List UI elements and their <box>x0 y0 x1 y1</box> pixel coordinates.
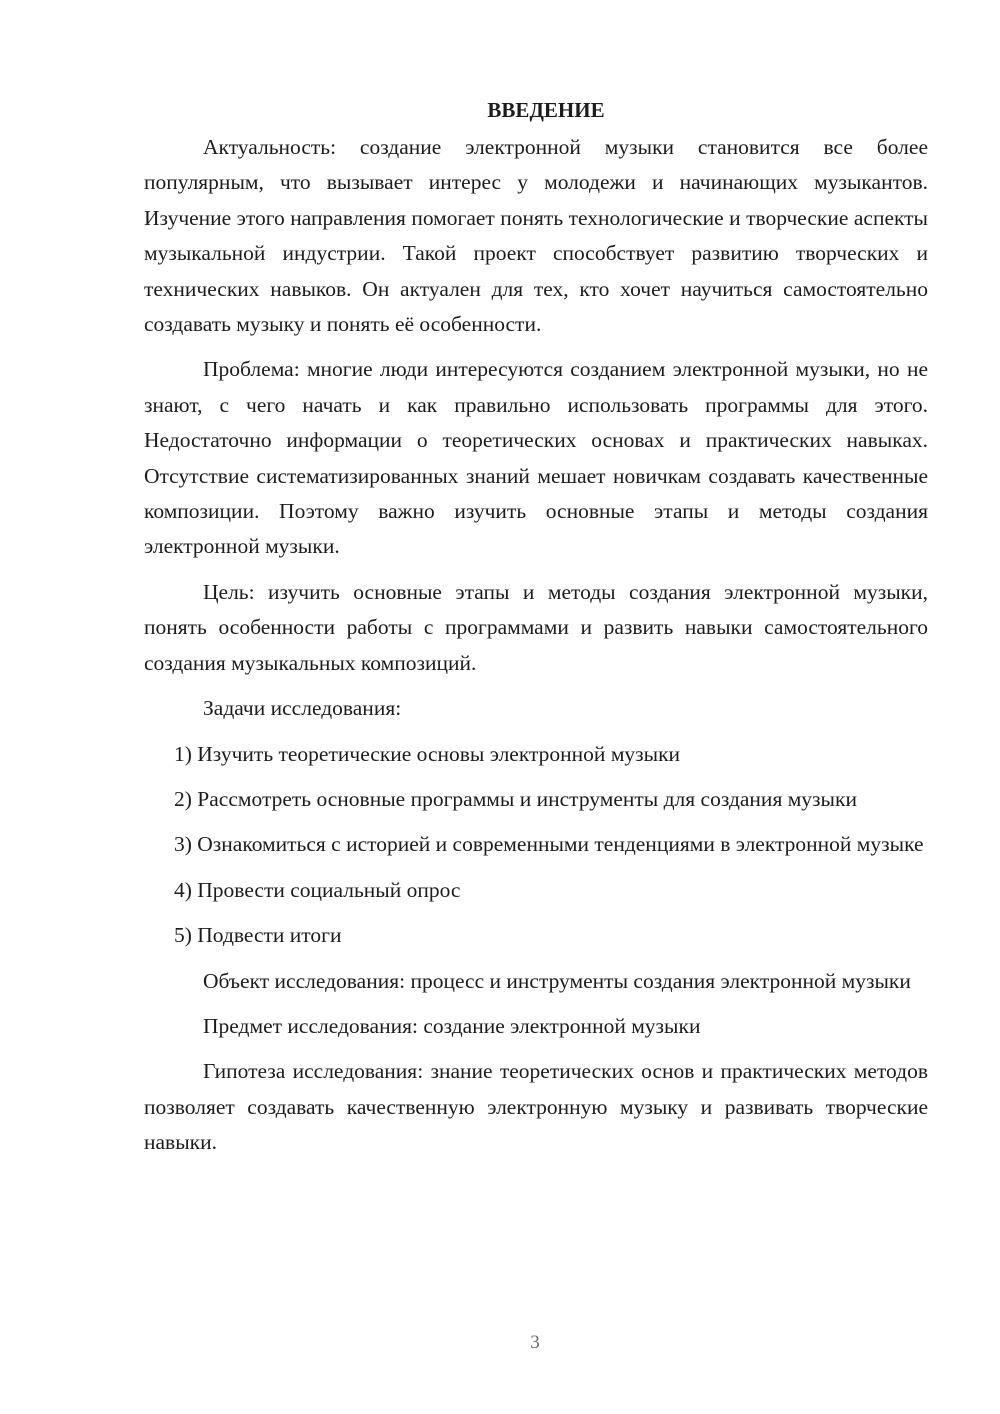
task-item-2: 2) Рассмотреть основные программы и инструменты для создания музыки <box>174 786 857 811</box>
task-item-1: 1) Изучить теоретические основы электронной музыки <box>174 741 681 766</box>
task-item-4: 4) Провести социальный опрос <box>174 877 461 902</box>
document-page <box>144 94 928 1171</box>
page-number: 3 <box>530 1332 540 1353</box>
problem-paragraph: Проблема: многие люди интересуются созданием электронной музыки, но не знают, с чего начать и как правильно использовать программы для этого. Недостаточно информации о теоретических основах и практических навыках. Отсутствие систематизированных знаний мешает новичкам создавать качественные композиции. Поэтому важно изучить основные этапы и методы создания электронной музыки. <box>144 357 928 559</box>
object-paragraph: Объект исследования: процесс и инструменты создания электронной музыки <box>203 968 911 993</box>
subject-paragraph: Предмет исследования: создание электронной музыки <box>203 1013 701 1038</box>
tasks-heading: Задачи исследования: <box>203 696 402 721</box>
hypothesis-paragraph: Гипотеза исследования: знание теоретических основ и практических методов позволяет создавать качественную электронную музыку и развивать творческие навыки. <box>144 1059 928 1155</box>
relevance-paragraph: Актуальность: создание электронной музыки становится все более популярным, что вызывает интерес у молодежи и начинающих музыкантов. Изучение этого направления помогает понять технологические и творческие аспекты музыкальной индустрии. Такой проект способствует развитию творческих и технических навыков. Он актуален для тех, кто хочет научиться самостоятельно создавать музыку и понять её особенности. <box>144 135 928 337</box>
page-title: ВВЕДЕНИЕ <box>487 98 605 122</box>
goal-paragraph: Цель: изучить основные этапы и методы создания электронной музыки, понять особенности работы с программами и развить навыки самостоятельного создания музыкальных композиций. <box>144 579 928 675</box>
task-item-5: 5) Подвести итоги <box>174 923 342 948</box>
task-item-3: 3) Ознакомиться с историей и современными тенденциями в электронной музыке <box>174 832 924 857</box>
